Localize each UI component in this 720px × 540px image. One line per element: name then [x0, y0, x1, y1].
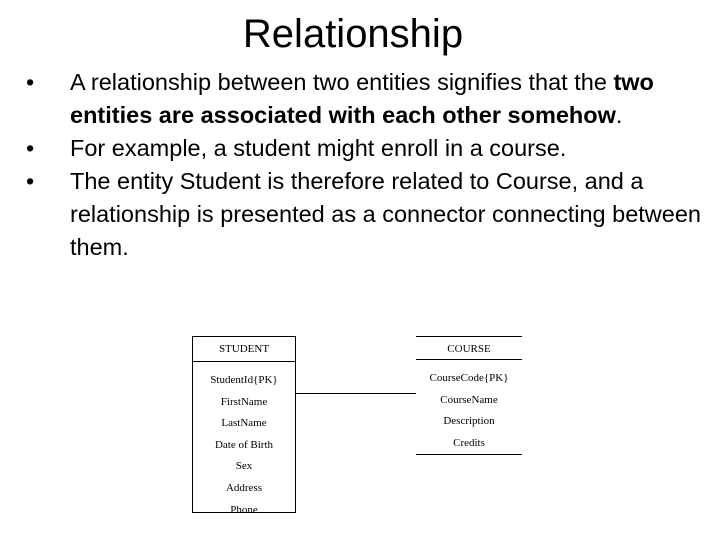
attribute-list — [416, 360, 522, 455]
entity-attribute: Address — [225, 481, 263, 494]
entity-attribute: CourseCode{PK} — [429, 372, 509, 384]
bullet-item — [26, 165, 706, 264]
entity-attribute: Date of Birth — [214, 438, 274, 451]
entity-attribute: Credits — [453, 436, 485, 449]
bullet-marker: • — [26, 69, 35, 95]
bullet-list — [26, 66, 706, 264]
entity-attribute: Description — [443, 415, 495, 428]
entity-attribute: FirstName — [220, 395, 268, 408]
bullet-item — [26, 66, 706, 132]
entity-name: STUDENT — [193, 337, 295, 362]
attribute-list — [193, 362, 295, 521]
bullet-marker: • — [26, 168, 35, 194]
entity-attribute: LastName — [221, 417, 267, 430]
entity-attribute: StudentId{PK} — [210, 374, 278, 386]
entity-attribute: Sex — [235, 460, 253, 473]
bullet-text — [70, 69, 654, 128]
bullet-text: For example, a student might enroll in a course. — [70, 135, 567, 161]
bullet-marker: • — [26, 135, 35, 161]
entity-name: COURSE — [416, 336, 522, 360]
bullet-text: The entity Student is therefore related to Course, and a relationship is presented as a connector connecting between them. — [70, 168, 701, 260]
course-entity — [416, 336, 522, 458]
bullet-item — [26, 132, 706, 165]
slide-title: Relationship — [242, 12, 464, 56]
relationship-connector — [296, 393, 416, 394]
bullet-text-part: A relationship between two entities signifies that the — [70, 69, 614, 95]
bullet-emphasis: two entities are associated with each other somehow — [70, 69, 654, 128]
bullet-text-part: . — [615, 102, 623, 128]
entity-attribute: Phone — [230, 503, 258, 516]
entity-attribute: CourseName — [440, 393, 498, 406]
student-entity — [192, 336, 296, 516]
